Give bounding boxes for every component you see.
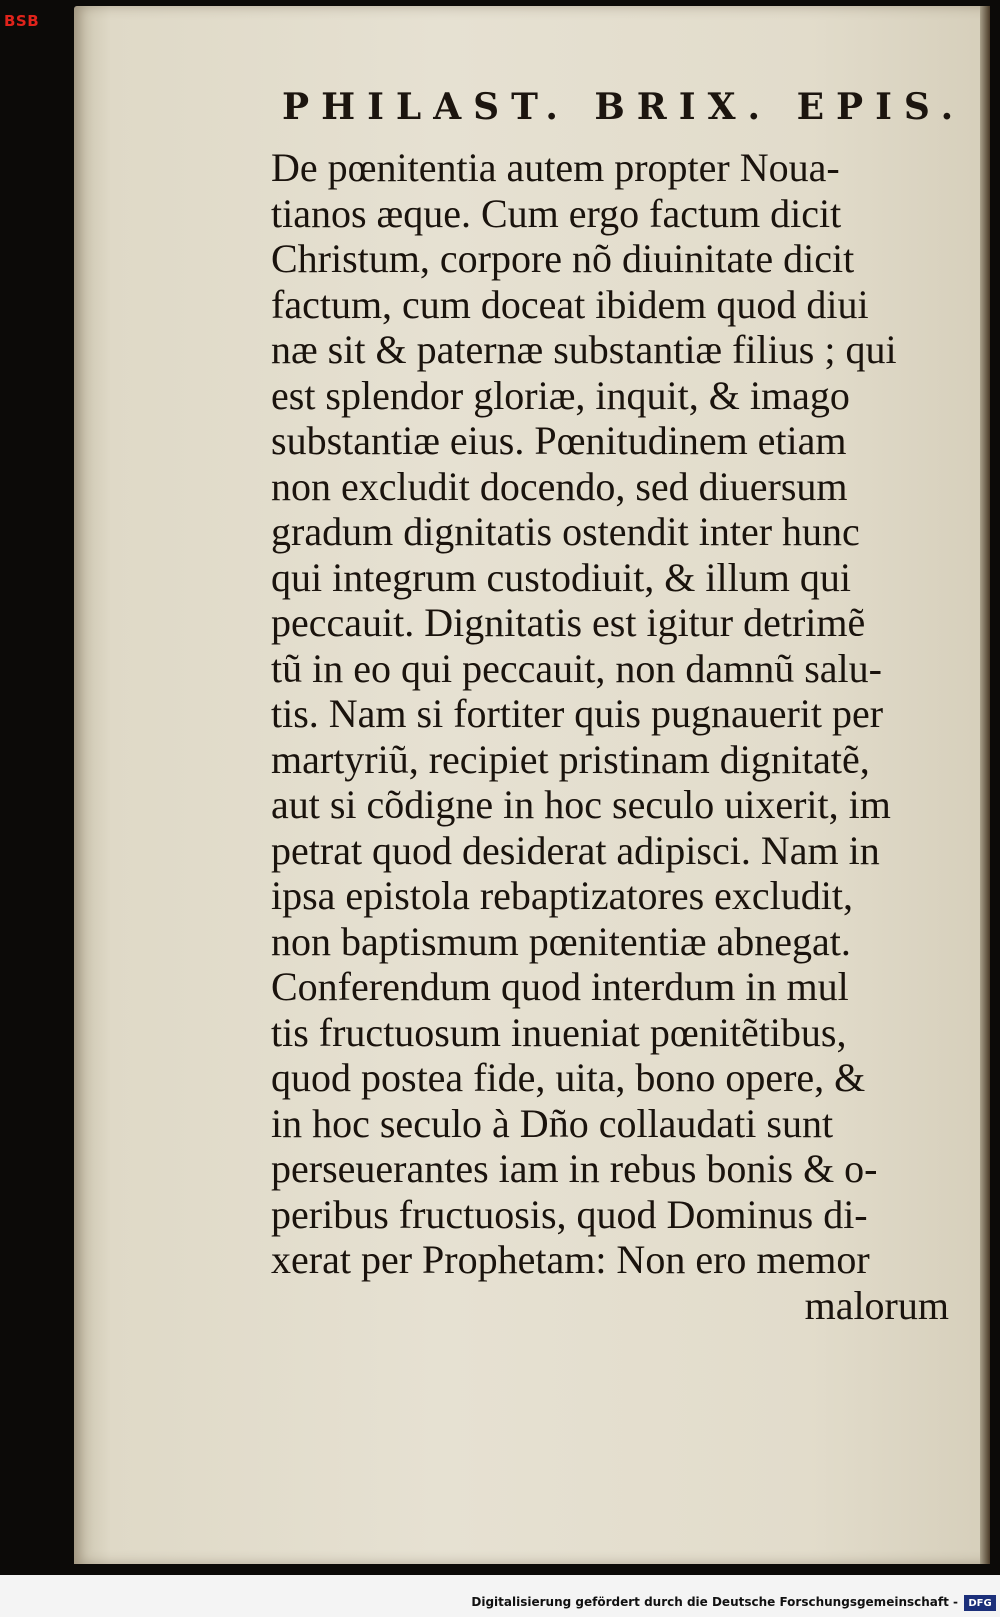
- text-line: peribus fructuosis, quod Dominus di-: [271, 1191, 868, 1237]
- text-line: quod postea fide, uita, bono opere, &: [271, 1055, 866, 1100]
- text-line: tis. Nam si fortiter quis pugnauerit per: [271, 691, 884, 736]
- body-text: [271, 145, 961, 1328]
- text-line: xerat per Prophetam: Non ero memor: [271, 1237, 870, 1282]
- text-line: De pœnitentia autem propter Noua-: [271, 145, 840, 190]
- text-line: in hoc seculo à Dño collaudati sunt: [271, 1100, 834, 1146]
- text-line: martyriũ, recipiet pristinam dignitatẽ,: [271, 736, 870, 782]
- text-line: perseuerantes iam in rebus bonis & o-: [271, 1146, 878, 1191]
- page-edge: [980, 6, 990, 1564]
- text-line: qui integrum custodiuit, & illum qui: [271, 554, 851, 600]
- funding-credit: Digitalisierung gefördert durch die Deutsche Forschungsgemeinschaft -: [471, 1595, 958, 1609]
- text-line: substantiæ eius. Pœnitudinem etiam: [271, 418, 847, 463]
- text-line: non excludit docendo, sed diuersum: [271, 463, 848, 509]
- text-line: factum, cum doceat ibidem quod diui: [271, 281, 869, 327]
- running-head: PHILAST. BRIX. EPIS.: [282, 86, 966, 128]
- text-line: est splendor gloriæ, inquit, & imago: [271, 372, 850, 418]
- text-line: tũ in eo qui peccauit, non damnũ salu-: [271, 645, 882, 691]
- text-line: ipsa epistola rebaptizatores excludit,: [271, 873, 854, 918]
- text-line: peccauit. Dignitatis est igitur detrimẽ: [271, 600, 866, 645]
- text-line: tis fructuosum inueniat pœnitẽtibus,: [271, 1009, 847, 1055]
- text-line: gradum dignitatis ostendit inter hunc: [271, 509, 860, 554]
- text-line: Conferendum quod interdum in mul: [271, 964, 849, 1009]
- library-watermark: BSB: [4, 12, 40, 30]
- dfg-logo: DFG: [964, 1595, 996, 1611]
- catchword: malorum: [804, 1282, 949, 1328]
- text-line: aut si cõdigne in hoc seculo uixerit, im: [271, 782, 891, 827]
- text-line: Christum, corpore nõ diuinitate dicit: [271, 236, 855, 281]
- text-line: petrat quod desiderat adipisci. Nam in: [271, 827, 880, 873]
- text-line: næ sit & paternæ substantiæ filius ; qui: [271, 327, 897, 372]
- digitization-footer: [0, 1575, 1000, 1617]
- text-line: non baptismum pœnitentiæ abnegat.: [271, 918, 851, 964]
- text-line: tianos æque. Cum ergo factum dicit: [271, 190, 842, 236]
